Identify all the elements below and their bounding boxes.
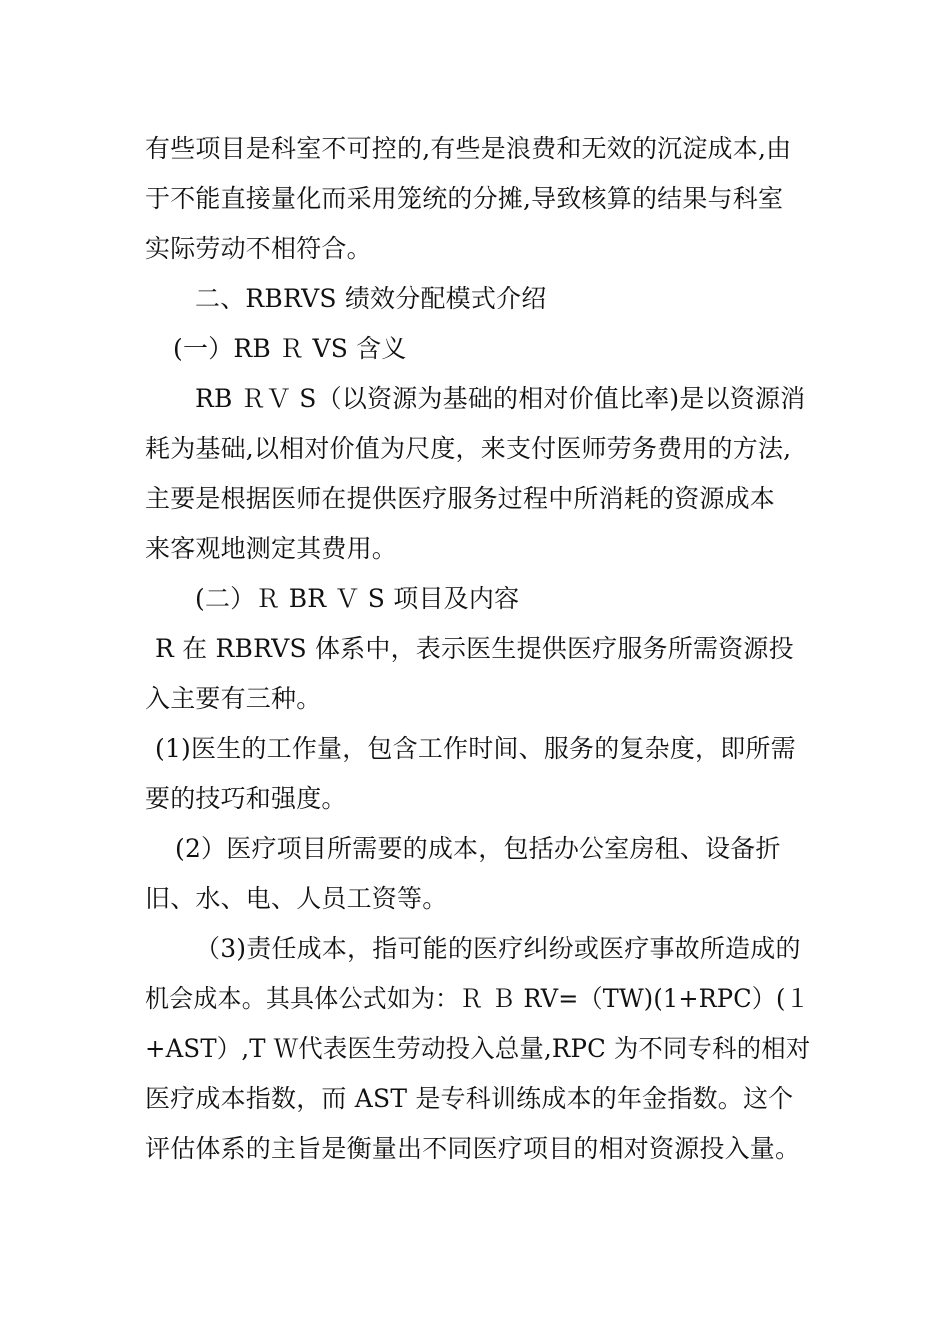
text-line: 有些项目是科室不可控的,有些是浪费和无效的沉淀成本,由 xyxy=(145,134,792,163)
text-line: 评估体系的主旨是衡量出不同医疗项目的相对资源投入量。 xyxy=(145,1134,801,1163)
list-item-text: （3)责任成本，指可能的医疗纠纷或医疗事故所造成的 xyxy=(195,934,801,963)
text-line: 来客观地测定其费用。 xyxy=(145,534,398,563)
text-line: 耗为基础,以相对价值为尺度，来支付医师劳务费用的方法, xyxy=(145,434,792,463)
text-line: 医疗成本指数，而 AST 是专科训练成本的年金指数。这个 xyxy=(145,1084,794,1113)
text-line: R 在 RBRVS 体系中，表示医生提供医疗服务所需资源投 xyxy=(155,634,794,663)
section-heading: 二、RBRVS 绩效分配模式介绍 xyxy=(195,284,547,313)
list-item-text: (1)医生的工作量，包含工作时间、服务的复杂度，即所需 xyxy=(155,734,796,763)
text-line: 于不能直接量化而采用笼统的分摊,导致核算的结果与科室 xyxy=(145,184,784,213)
text-line: 主要是根据医师在提供医疗服务过程中所消耗的资源成本 xyxy=(145,484,776,513)
subsection-heading: (二）Ｒ BR Ｖ S 项目及内容 xyxy=(195,584,520,613)
text-line: 机会成本。其具体公式如为：Ｒ Ｂ RV=（TW)(1+RPC）(１ xyxy=(145,984,810,1013)
subsection-heading: (一）RB Ｒ VS 含义 xyxy=(173,334,407,363)
text-line: 要的技巧和强度。 xyxy=(145,784,347,813)
text-line: 旧、水、电、人员工资等。 xyxy=(145,884,448,913)
text-line: 实际劳动不相符合。 xyxy=(145,234,372,263)
text-line: +AST）,T Ｗ代表医生劳动投入总量,RPC 为不同专科的相对 xyxy=(145,1034,811,1063)
list-item-text: (2）医疗项目所需要的成本，包括办公室房租、设备折 xyxy=(175,834,781,863)
text-line: RB ＲＶ S（以资源为基础的相对价值比率)是以资源消 xyxy=(195,384,806,413)
text-line: 入主要有三种。 xyxy=(145,684,322,713)
